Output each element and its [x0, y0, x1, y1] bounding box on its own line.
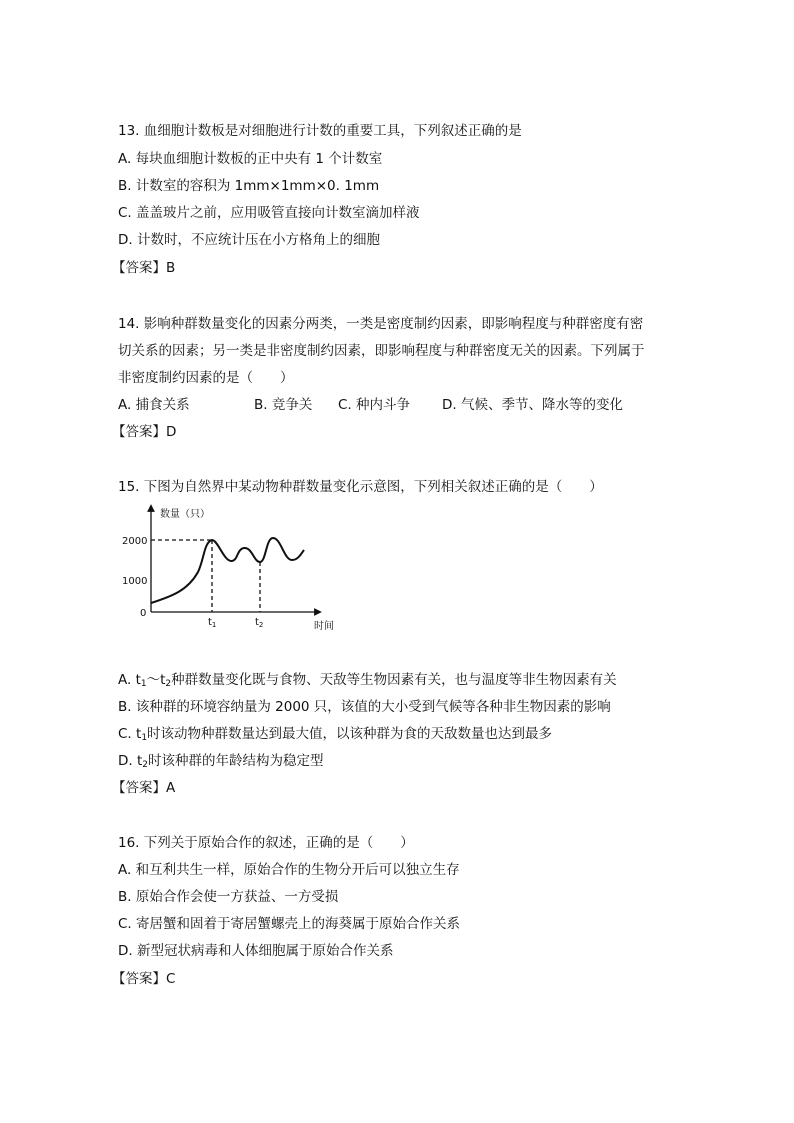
q16-stem: 16. 下列关于原始合作的叙述，正确的是（ ） — [118, 835, 414, 851]
q14-option-c: C. 种内斗争 — [338, 397, 411, 413]
q14-stem-line3: 非密度制约因素的是（ ） — [118, 370, 294, 386]
q15-option-b: B. 该种群的环境容纳量为 2000 只，该值的大小受到气候等各种非生物因素的影响 — [118, 699, 611, 715]
population-curve — [151, 538, 304, 603]
q13-option-a: A. 每块血细胞计数板的正中央有 1 个计数室 — [118, 151, 383, 167]
q13-answer: 【答案】B — [112, 260, 176, 276]
t1-label: $t_1$ — [208, 617, 217, 629]
population-chart — [118, 500, 338, 635]
q13-stem: 13. 血细胞计数板是对细胞进行计数的重要工具，下列叙述正确的是 — [118, 123, 522, 139]
q14-option-b: B. 竞争关 — [254, 397, 313, 413]
q14-stem-line2: 切关系的因素；另一类是非密度制约因素，即影响程度与种群密度无关的因素。下列属于 — [118, 343, 645, 359]
q14-option-a: A. 捕食关系 — [118, 397, 190, 413]
y-tick-2000: 2000 — [122, 536, 148, 547]
q16-answer: 【答案】C — [112, 971, 176, 987]
q13-option-d: D. 计数时，不应统计压在小方格角上的细胞 — [118, 232, 380, 248]
y-axis-label: 数量（只） — [160, 509, 210, 520]
t2-label: $t_2$ — [255, 617, 264, 629]
q16-option-b: B. 原始合作会使一方获益、一方受损 — [118, 889, 339, 905]
q16-option-d: D. 新型冠状病毒和人体细胞属于原始合作关系 — [118, 943, 394, 959]
q14-options — [118, 396, 623, 414]
q15-option-c: C. $t_1$时该动物种群数量达到最大值，以该种群为食的天敌数量也达到最多 — [118, 726, 553, 743]
y-tick-1000: 1000 — [122, 576, 148, 587]
x-axis-label: 时间 — [314, 621, 334, 632]
q15-stem: 15. 下图为自然界中某动物种群数量变化示意图，下列相关叙述正确的是（ ） — [118, 479, 603, 495]
y-tick-0: 0 — [140, 608, 147, 619]
q15-answer: 【答案】A — [112, 780, 176, 796]
q14-answer: 【答案】D — [112, 424, 177, 440]
q14-option-d: D. 气候、季节、降水等的变化 — [442, 397, 623, 413]
q16-option-c: C. 寄居蟹和固着于寄居蟹螺壳上的海葵属于原始合作关系 — [118, 916, 461, 932]
q14-stem-line1: 14. 影响种群数量变化的因素分两类，一类是密度制约因素，即影响程度与种群密度有密 — [118, 316, 644, 332]
q15-option-a: A. $t_1\sim t_2$种群数量变化既与食物、天敌等生物因素有关，也与温度等非生物因素有关 — [118, 672, 617, 689]
q13-option-b: B. 计数室的容积为 1mm×1mm×0. 1mm — [118, 178, 380, 194]
q13-option-c: C. 盖盖玻片之前，应用吸管直接向计数室滴加样液 — [118, 205, 420, 221]
q16-option-a: A. 和互利共生一样，原始合作的生物分开后可以独立生存 — [118, 862, 460, 878]
q15-option-d: D. $t_2$时该种群的年龄结构为稳定型 — [118, 753, 324, 770]
